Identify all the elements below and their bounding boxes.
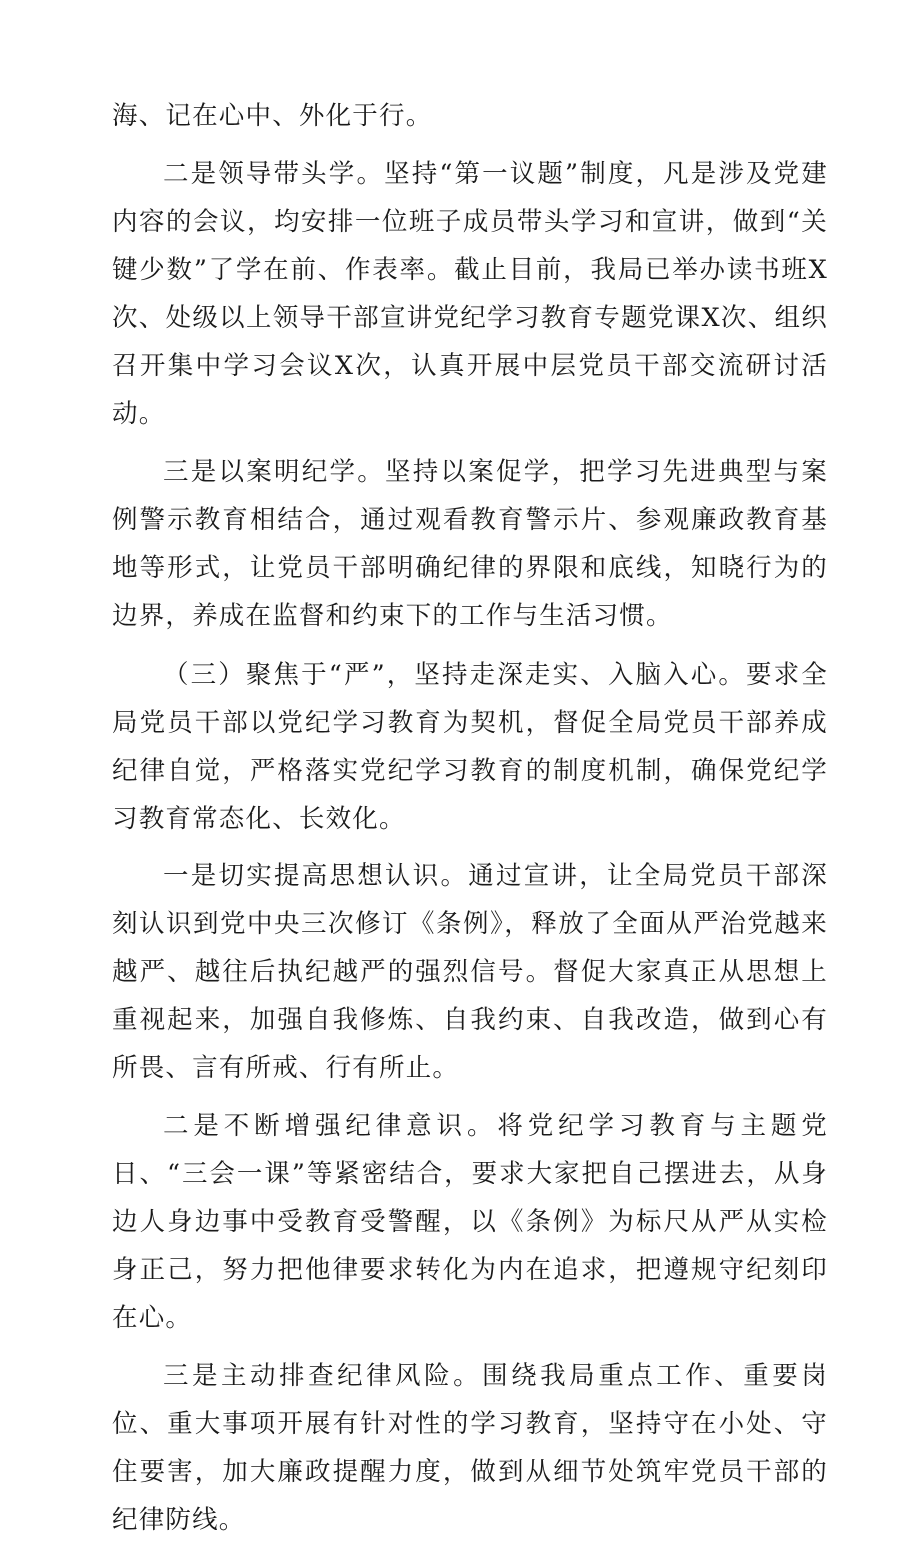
paragraph-case-study: 三是以案明纪学。坚持以案促学，把学习先进典型与案例警示教育相结合，通过观看教育警示片、参观廉政教育基地等形式，让党员干部明确纪律的界限和底线，知晓行为的边界，养成在监督和约束下的工作与生活习惯。: [112, 457, 828, 631]
paragraph-continuation: 海、记在心中、外化于行。: [112, 101, 433, 131]
paragraph-leader-study: 二是领导带头学。坚持“第一议题”制度，凡是涉及党建内容的会议，均安排一位班子成员带头学习和宣讲，做到“关键少数”了学在前、作表率。截止目前，我局已举办读书班X次、处级以上领导干部宣讲党纪学习教育专题党课X次、组织召开集中学习会议X次，认真开展中层党员干部交流研讨活动。: [112, 159, 828, 429]
document-body: [112, 92, 828, 1544]
paragraph-raise-awareness: 一是切实提高思想认识。通过宣讲，让全局党员干部深刻认识到党中央三次修订《条例》，释放了全面从严治党越来越严、越往后执纪越严的强烈信号。督促大家真正从思想上重视起来，加强自我修炼、自我约束、自我改造，做到心有所畏、言有所戒、行有所止。: [112, 861, 828, 1083]
paragraph-risk-check: 三是主动排查纪律风险。围绕我局重点工作、重要岗位、重大事项开展有针对性的学习教育，坚持守在小处、守住要害，加大廉政提醒力度，做到从细节处筑牢党员干部的纪律防线。: [112, 1361, 828, 1535]
paragraph-section-three: （三）聚焦于“严”，坚持走深走实、入脑入心。要求全局党员干部以党纪学习教育为契机，督促全局党员干部养成纪律自觉，严格落实党纪学习教育的制度机制，确保党纪学习教育常态化、长效化。: [112, 660, 828, 834]
paragraph-discipline-awareness: 二是不断增强纪律意识。将党纪学习教育与主题党日、“三会一课”等紧密结合，要求大家把自己摆进去，从身边人身边事中受教育受警醒，以《条例》为标尺从严从实检身正己，努力把他律要求转化为内在追求，把遵规守纪刻印在心。: [112, 1111, 828, 1333]
